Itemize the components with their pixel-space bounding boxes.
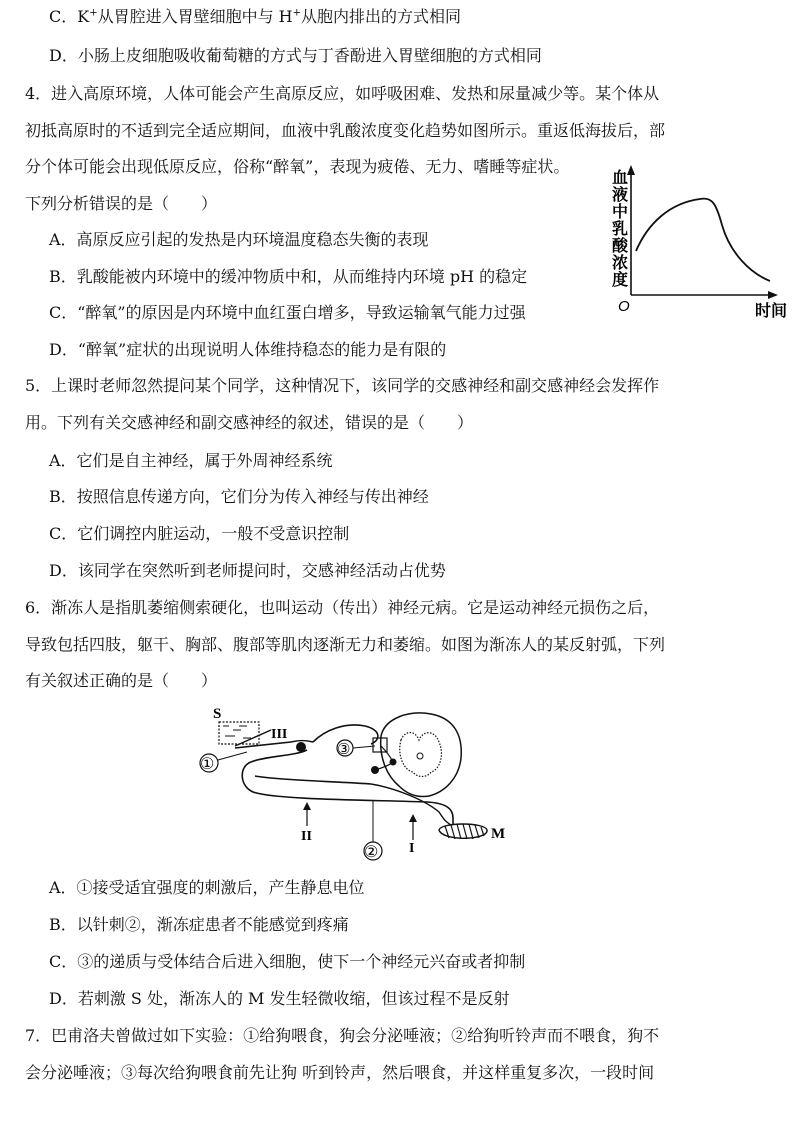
q6-stem-line-3: 有关叙述正确的是（ ） — [25, 671, 218, 690]
graph-y-label: 血液中乳酸浓度 — [609, 169, 627, 288]
leader-1 — [218, 752, 247, 760]
q4-stem-line-1: 4．进入高原环境，人体可能会产生高原反应，如呼吸困难、发热和尿量减少等。某个体从 — [25, 84, 660, 103]
q6-stem-line-2: 导致包括四肢，躯干、胸部、腹部等肌肉逐渐无力和萎缩。如图为渐冻人的某反射弧，下列 — [25, 635, 666, 654]
receptor-skin — [219, 722, 259, 744]
q4-stem-line-4: 下列分析错误的是（ ） — [25, 194, 218, 213]
q6-option-a: A．①接受适宜强度的刺激后，产生静息电位 — [49, 878, 365, 897]
q7-stem-line-2: 会分泌唾液；③每次给狗喂食前先让狗 听到铃声，然后喂食，并这样重复多次，一段时间 — [25, 1063, 655, 1082]
arrow-i-head — [409, 814, 417, 822]
graph-x-arrow — [768, 291, 778, 299]
arrow-ii-head — [303, 802, 311, 810]
q5-option-d: D．该同学在突然听到老师提问时，交感神经活动占优势 — [49, 561, 446, 580]
label-ii: II — [301, 829, 312, 844]
lactate-graph — [600, 163, 796, 323]
label-3: ③ — [337, 742, 351, 758]
q4-option-d: D．“醉氧”症状的出现说明人体维持稳态的能力是有限的 — [49, 340, 447, 359]
graph-y-arrow — [627, 165, 635, 175]
central-canal — [417, 753, 423, 759]
q4-stem-line-3: 分个体可能会出现低原反应，俗称“醉氧”，表现为疲倦、无力、嗜睡等症状。 — [25, 157, 570, 176]
q4-option-c: C．“醉氧”的原因是内环境中血红蛋白增多，导致运输氧气能力过强 — [49, 303, 526, 322]
label-i: I — [409, 841, 415, 856]
lactate-curve — [636, 199, 770, 281]
label-s: S — [213, 706, 222, 722]
q6-option-d: D．若刺激 S 处，渐冻人的 M 发生轻微收缩，但该过程不是反射 — [49, 989, 510, 1008]
reflex-arc-diagram — [195, 700, 515, 865]
label-iii: III — [271, 727, 288, 742]
label-m: M — [491, 826, 506, 842]
q5-stem-line-2: 用。下列有关交感神经和副交感神经的叙述，错误的是（ ） — [25, 413, 474, 432]
q3-option-d: D．小肠上皮细胞吸收葡萄糖的方式与丁香酚进入胃壁细胞的方式相同 — [49, 46, 542, 65]
label-1: ① — [200, 756, 215, 773]
q7-stem-line-1: 7．巴甫洛夫曾做过如下实验：①给狗喂食，狗会分泌唾液；②给狗听铃声而不喂食，狗不 — [25, 1026, 660, 1045]
graph-x-label: 时间 — [755, 303, 788, 320]
graph-origin: O — [618, 298, 630, 315]
q4-stem-line-2: 初抵高原时的不适到完全适应期间，血液中乳酸浓度变化趋势如图所示。重返低海拔后，部 — [25, 121, 666, 140]
q3-option-c: C．K+从胃腔进入胃壁细胞中与 H+从胞内排出的方式相同 — [49, 7, 462, 26]
q6-stem-line-1: 6．渐冻人是指肌萎缩侧索硬化，也叫运动（传出）神经元病。它是运动神经元损伤之后， — [25, 598, 660, 617]
label-2: ② — [364, 844, 379, 861]
q6-option-b: B．以针刺②，渐冻症患者不能感觉到疼痛 — [49, 915, 349, 934]
q5-option-c: C．它们调控内脏运动，一般不受意识控制 — [49, 524, 350, 543]
muscle-m — [439, 824, 487, 839]
q5-option-a: A．它们是自主神经，属于外周神经系统 — [49, 451, 333, 470]
leader-3 — [353, 746, 375, 748]
q4-option-b: B．乳酸能被内环境中的缓冲物质中和，从而维持内环境 pH 的稳定 — [49, 267, 528, 286]
q5-option-b: B．按照信息传递方向，它们分为传入神经与传出神经 — [49, 487, 429, 506]
q4-option-a: A．高原反应引起的发热是内环境温度稳态失衡的表现 — [49, 230, 429, 249]
q5-stem-line-1: 5．上课时老师忽然提问某个同学，这种情况下，该同学的交感神经和副交感神经会发挥作 — [25, 376, 660, 395]
q6-option-c: C．③的递质与受体结合后进入细胞，使下一个神经元兴奋或者抑制 — [49, 952, 526, 971]
